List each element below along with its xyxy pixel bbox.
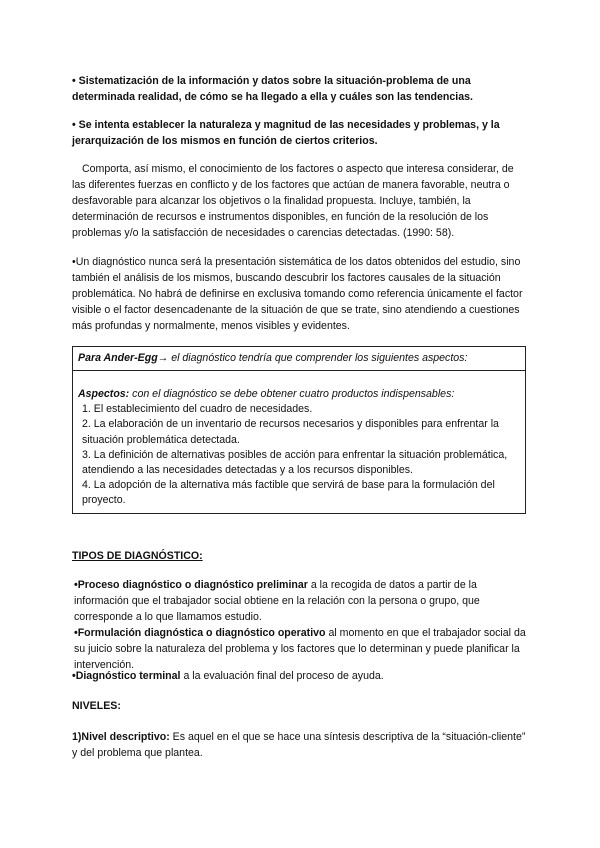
box-header — [73, 347, 525, 371]
tipo-preliminar-title: •Proceso diagnóstico o diagnóstico preliminar — [74, 579, 308, 591]
tipo-operativo — [74, 625, 530, 673]
nivel-descriptivo-text: Es aquel en el que se hace una síntesis descriptiva de la “situación-cliente” y del problema que plantea. — [72, 731, 526, 759]
aspect-item-1: 1. El establecimiento del cuadro de necesidades. — [82, 403, 313, 416]
bullet-nature-magnitude: • Se intenta establecer la naturaleza y magnitud de las necesidades y problemas, y la jerarquización de los mismos en función de ciertos criterios. — [72, 119, 500, 147]
tipo-preliminar-text: a la recogida de datos a partir de la información que el trabajador social obtiene en la relación con la persona o grupo, que corresponde a lo que llamamos estudio. — [74, 579, 480, 623]
aspect-item-3: 3. La definición de alternativas posibles de acción para enfrentar la situación problemática, atendiendo a las necesidades detectadas y a los recursos disponibles. — [82, 448, 508, 477]
aspects-label: Aspectos: — [78, 388, 130, 400]
tipo-terminal — [72, 668, 528, 684]
box-header-bold: Para Ander-Egg→ — [78, 352, 169, 364]
box-header-text: el diagnóstico tendría que comprender los siguientes aspectos: — [168, 352, 468, 364]
tipos-heading: TIPOS DE DIAGNÓSTICO: — [72, 550, 203, 562]
paragraph-comporta: Comporta, así mismo, el conocimiento de los factores o aspecto que interesa considerar, de las diferentes fuerzas en conflicto y de los factores que actúan de manera favorable, neutra o desfavorable para alcanzar los objetivos o la finalidad propuesta. Incluye, también, la determinación de recursos e instrumentos disponibles, en función de la resolución de los problemas y/o la satisfacción de necesidades o carencias detectadas. (1990: 58). — [72, 163, 514, 239]
box-body — [73, 371, 525, 513]
aspects-line — [78, 387, 520, 402]
tipo-operativo-text: al momento en que el trabajador social da su juicio sobre la naturaleza del problema y los factores que lo determinan y puede planificar la intervención. — [74, 627, 526, 671]
tipo-terminal-title: •Diagnóstico terminal — [72, 670, 181, 682]
paragraph-diagnostico: •Un diagnóstico nunca será la presentación sistemática de los datos obtenidos del estudio, sino también el análisis de los mismos, buscando descubrir los factores causales de la situación problemática. No habrá de definirse en exclusiva tomando como referencia únicamente el factor visible o el factor desencadenante de la situación de que se trate, sino atendiendo a cuestiones más profundas y normalmente, menos visibles y evidentes. — [72, 256, 523, 332]
aspect-item-4: 4. La adopción de la alternativa más factible que servirá de base para la formulación del proyecto. — [82, 479, 495, 507]
bullet-systematization: • Sistematización de la información y datos sobre la situación-problema de una determinada realidad, de cómo se ha llegado a ella y cuáles son las tendencias. — [72, 75, 473, 103]
tipo-terminal-text: a la evaluación final del proceso de ayuda. — [180, 670, 384, 682]
aspect-item-2: 2. La elaboración de un inventario de recursos necesarios y disponibles para enfrentar la situación problemática detectada. — [82, 418, 499, 446]
nivel-descriptivo-title: 1)Nivel descriptivo: — [72, 731, 170, 743]
aspects-text: con el diagnóstico se debe obtener cuatro productos indispensables: — [129, 388, 455, 400]
ander-egg-box — [72, 346, 526, 514]
nivel-descriptivo — [72, 729, 528, 761]
tipo-operativo-title: •Formulación diagnóstica o diagnóstico operativo — [74, 627, 326, 639]
niveles-heading: NIVELES: — [72, 700, 121, 712]
tipo-preliminar — [74, 577, 530, 625]
